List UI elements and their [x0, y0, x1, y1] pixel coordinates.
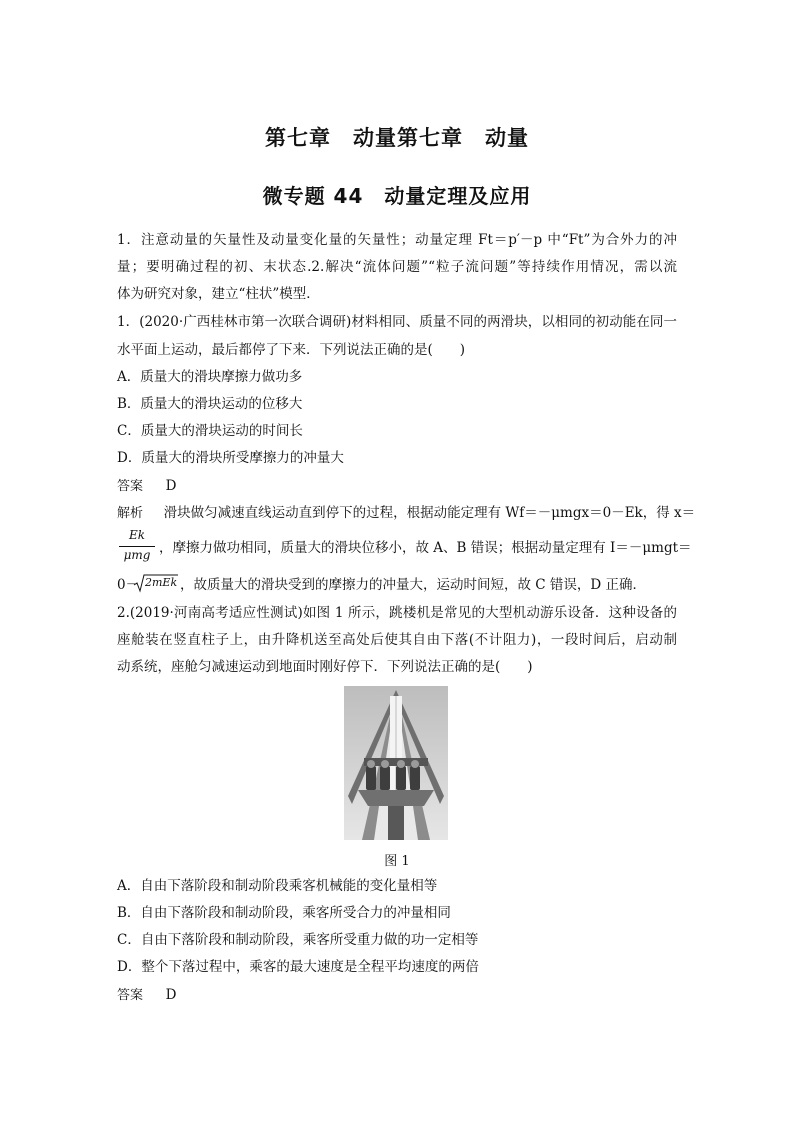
q2-option-b: B．自由下落阶段和制动阶段，乘客所受合力的冲量相同	[117, 905, 451, 921]
q2-option-a: A．自由下落阶段和制动阶段乘客机械能的变化量相等	[117, 878, 438, 894]
q1-option-c: C．质量大的滑块运动的时间长	[117, 423, 303, 439]
q1-analysis-line-1	[117, 504, 696, 523]
q1-fraction	[117, 528, 157, 568]
topic-title: 微专题 44 动量定理及应用	[262, 184, 532, 208]
q1-sqrt-content: 2mEk	[145, 576, 178, 589]
q2-option-c: C．自由下落阶段和制动阶段，乘客所受重力做的功一定相等	[117, 932, 479, 948]
q1-option-d: D．质量大的滑块所受摩擦力的冲量大	[117, 450, 344, 466]
q1-fraction-numerator: Ek	[128, 528, 146, 542]
chapter-title: 第七章 动量第七章 动量	[265, 126, 529, 150]
figure-caption: 图 1	[384, 854, 410, 869]
drop-tower-photo	[344, 686, 448, 840]
drop-tower-image-icon	[344, 686, 448, 840]
q2-stem-line-1: 2.(2019·河南高考适应性测试)如图 1 所示，跳楼机是常见的大型机动游乐设备．这种设备的	[117, 605, 677, 621]
q1-answer-value: D	[165, 478, 177, 494]
q1-analysis-prefix: 0－	[117, 577, 140, 593]
q1-option-a: A．质量大的滑块摩擦力做功多	[117, 369, 303, 385]
q2-stem-line-3: 动系统，座舱匀减速运动到地面时刚好停下．下列说法正确的是( )	[117, 659, 533, 675]
q2-answer	[117, 986, 677, 1005]
q1-fraction-bar	[119, 546, 155, 547]
q1-stem-line-1: 1．(2020·广西桂林市第一次联合调研)材料相同、质量不同的两滑块，以相同的初动能在同一	[117, 314, 677, 330]
intro-line-1: 1．注意动量的矢量性及动量变化量的矢量性；动量定理 Ft＝p′－p 中“Ft”为合外力的冲	[117, 232, 677, 248]
q1-analysis-text-1: 滑块做匀减速直线运动直到停下的过程，根据动能定理有 Wf＝－μmgx＝0－Ek，得 x＝	[163, 505, 696, 521]
intro-line-2: 量；要明确过程的初、末状态.2.解决“流体问题”“粒子流问题”等持续作用情况，需以流	[117, 259, 677, 275]
q2-stem-line-2: 座舱装在竖直柱子上，由升降机送至高处后使其自由下落(不计阻力)，一段时间后，启动制	[117, 632, 677, 648]
q1-analysis-line-2: ，摩擦力做功相同，质量大的滑块位移小，故 A、B 错误；根据动量定理有 I＝－μmgt＝	[159, 540, 692, 556]
q2-answer-value: D	[165, 987, 177, 1003]
q1-stem-line-2: 水平面上运动，最后都停了下来．下列说法正确的是( )	[117, 342, 466, 358]
intro-line-3: 体为研究对象，建立“柱状”模型．	[117, 286, 320, 302]
q2-option-d: D．整个下落过程中，乘客的最大速度是全程平均速度的两倍	[117, 959, 479, 975]
q1-fraction-denominator: μmg	[123, 548, 151, 562]
q1-sqrt	[133, 573, 179, 593]
q1-answer-label: 答案	[117, 479, 144, 494]
q2-answer-label: 答案	[117, 988, 144, 1003]
q1-analysis-line-3: ，故质量大的滑块受到的摩擦力的冲量大，运动时间短，故 C 错误，D 正确．	[180, 577, 647, 593]
q1-answer	[117, 477, 677, 496]
q1-analysis-label: 解析	[117, 506, 144, 521]
q1-option-b: B．质量大的滑块运动的位移大	[117, 396, 303, 412]
